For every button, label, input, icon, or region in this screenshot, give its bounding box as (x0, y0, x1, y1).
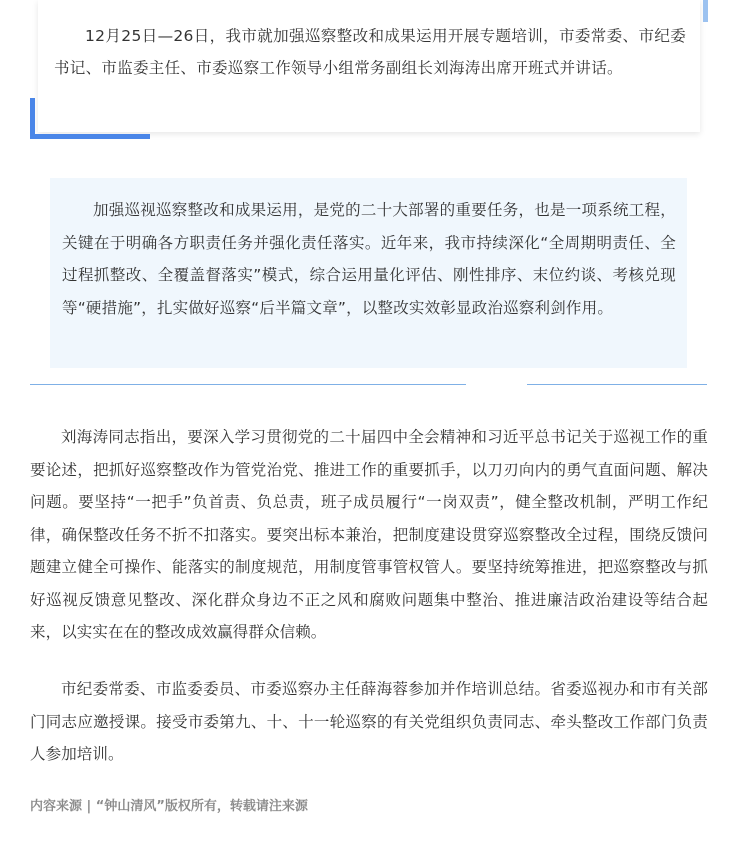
source-note: 内容来源 | “钟山清风”版权所有，转载请注来源 (30, 799, 308, 814)
intro-card-accent-top (703, 0, 708, 22)
highlight-paragraph: 加强巡视巡察整改和成果运用，是党的二十大部署的重要任务，也是一项系统工程，关键在于明确各方职责任务并强化责任落实。近年来，我市持续深化“全周期明责任、全过程抓整改、全覆盖督落实”模式，综合运用量化评估、刚性排序、末位约谈、考核兑现等“硬措施”，扎实做好巡察“后半篇文章”，以整改实效彰显政治巡察利剑作用。 (62, 201, 676, 317)
body-paragraph-2: 市纪委常委、市监委委员、市委巡察办主任薛海蓉参加并作培训总结。省委巡视办和市有关部门同志应邀授课。接受市委第九、十、十一轮巡察的有关党组织负责同志、牵头整改工作部门负责人参加培训。 (30, 680, 708, 763)
section-divider-left (30, 384, 466, 385)
section-divider-right (527, 384, 707, 385)
intro-card-accent-bottom (30, 134, 150, 139)
intro-card-accent-left (30, 98, 35, 138)
intro-paragraph: 12月25日—26日，我市就加强巡察整改和成果运用开展专题培训，市委常委、市纪委书记、市监委主任、市委巡察工作领导小组常务副组长刘海涛出席开班式并讲话。 (54, 27, 686, 77)
body-paragraph-1: 刘海涛同志指出，要深入学习贯彻党的二十届四中全会精神和习近平总书记关于巡视工作的重要论述，把抓好巡察整改作为管党治党、推进工作的重要抓手，以刀刃向内的勇气直面问题、解决问题。要坚持“一把手”负首责、负总责，班子成员履行“一岗双责”，健全整改机制，严明工作纪律，确保整改任务不折不扣落实。要突出标本兼治，把制度建设贯穿巡察整改全过程，围绕反馈问题建立健全可操作、能落实的制度规范，用制度管事管权管人。要坚持统筹推进，把巡察整改与抓好巡视反馈意见整改、深化群众身边不正之风和腐败问题集中整治、推进廉洁政治建设等结合起来，以实实在在的整改成效赢得群众信赖。 (30, 428, 708, 641)
